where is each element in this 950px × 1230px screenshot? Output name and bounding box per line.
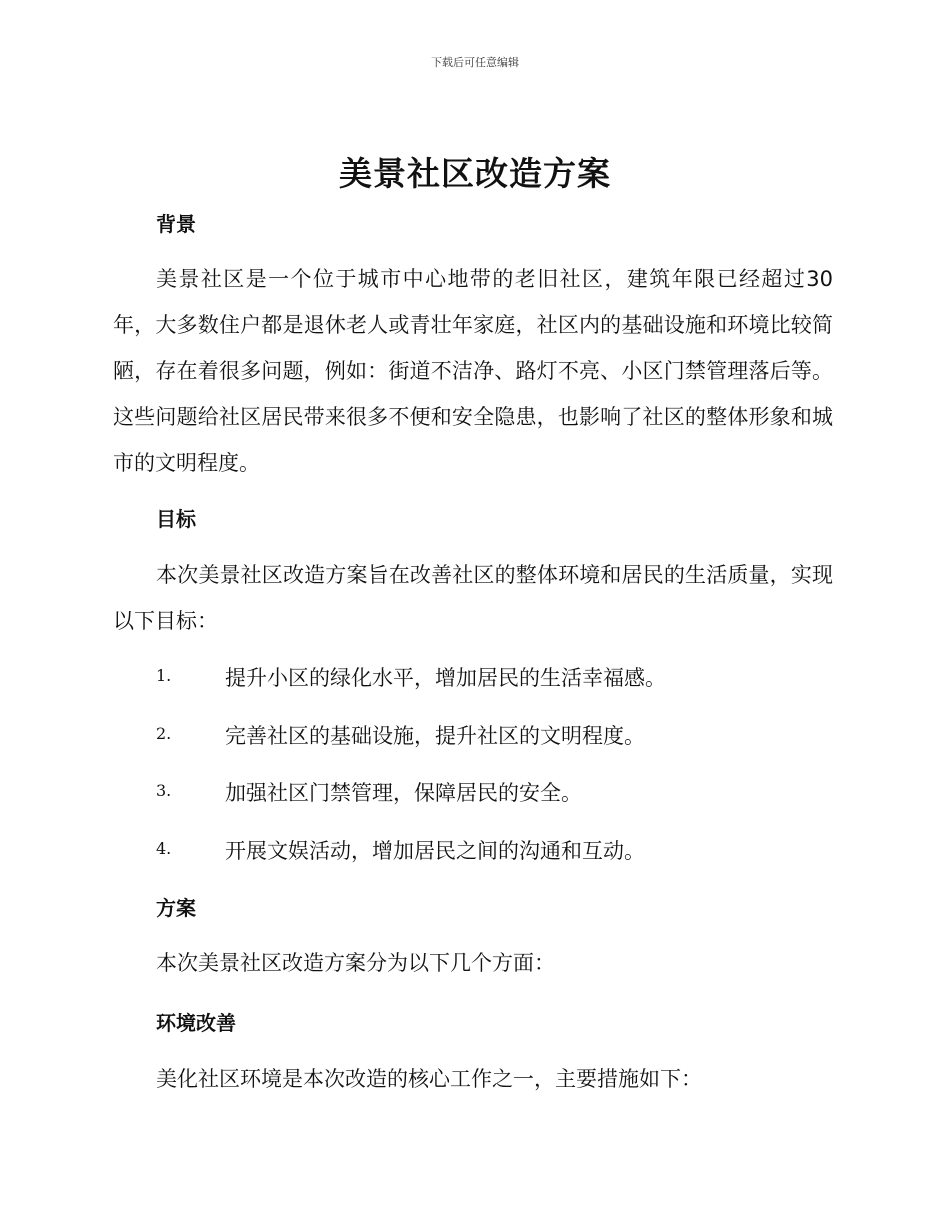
heading-environment: 环境改善 xyxy=(156,1011,236,1035)
list-item xyxy=(0,835,900,865)
heading-plan: 方案 xyxy=(156,896,196,920)
paragraph-background: 美景社区是一个位于城市中心地带的老旧社区，建筑年限已经超过30年，大多数住户都是退休老人或青壮年家庭，社区内的基础设施和环境比较简陋，存在着很多问题，例如：街道不洁净、路灯不亮、小区门禁管理落后等。这些问题给社区居民带来很多不便和安全隐患，也影响了社区的整体形象和城市的文明程度。 xyxy=(113,267,833,475)
heading-background: 背景 xyxy=(156,212,196,236)
list-item-number: 1. xyxy=(156,666,172,685)
list-item-number: 2. xyxy=(156,724,172,743)
list-item-text: 开展文娱活动，增加居民之间的沟通和互动。 xyxy=(225,839,645,863)
list-item-text: 完善社区的基础设施，提升社区的文明程度。 xyxy=(225,724,645,748)
list-item-text: 提升小区的绿化水平，增加居民的生活幸福感。 xyxy=(225,666,666,690)
heading-goals: 目标 xyxy=(156,507,196,531)
list-item-number: 3. xyxy=(156,781,172,800)
paragraph-environment-intro: 美化社区环境是本次改造的核心工作之一，主要措施如下： xyxy=(156,1067,702,1091)
list-item-number: 4. xyxy=(156,839,172,858)
document-title: 美景社区改造方案 xyxy=(339,154,611,193)
list-item xyxy=(0,662,900,692)
list-item xyxy=(0,777,900,807)
paragraph-plan-intro: 本次美景社区改造方案分为以下几个方面： xyxy=(156,951,555,975)
list-item-text: 加强社区门禁管理，保障居民的安全。 xyxy=(225,781,582,805)
paragraph-goals-intro: 本次美景社区改造方案旨在改善社区的整体环境和居民的生活质量，实现以下目标： xyxy=(113,563,833,633)
list-item xyxy=(0,720,900,750)
header-note: 下载后可任意编辑 xyxy=(431,56,519,69)
